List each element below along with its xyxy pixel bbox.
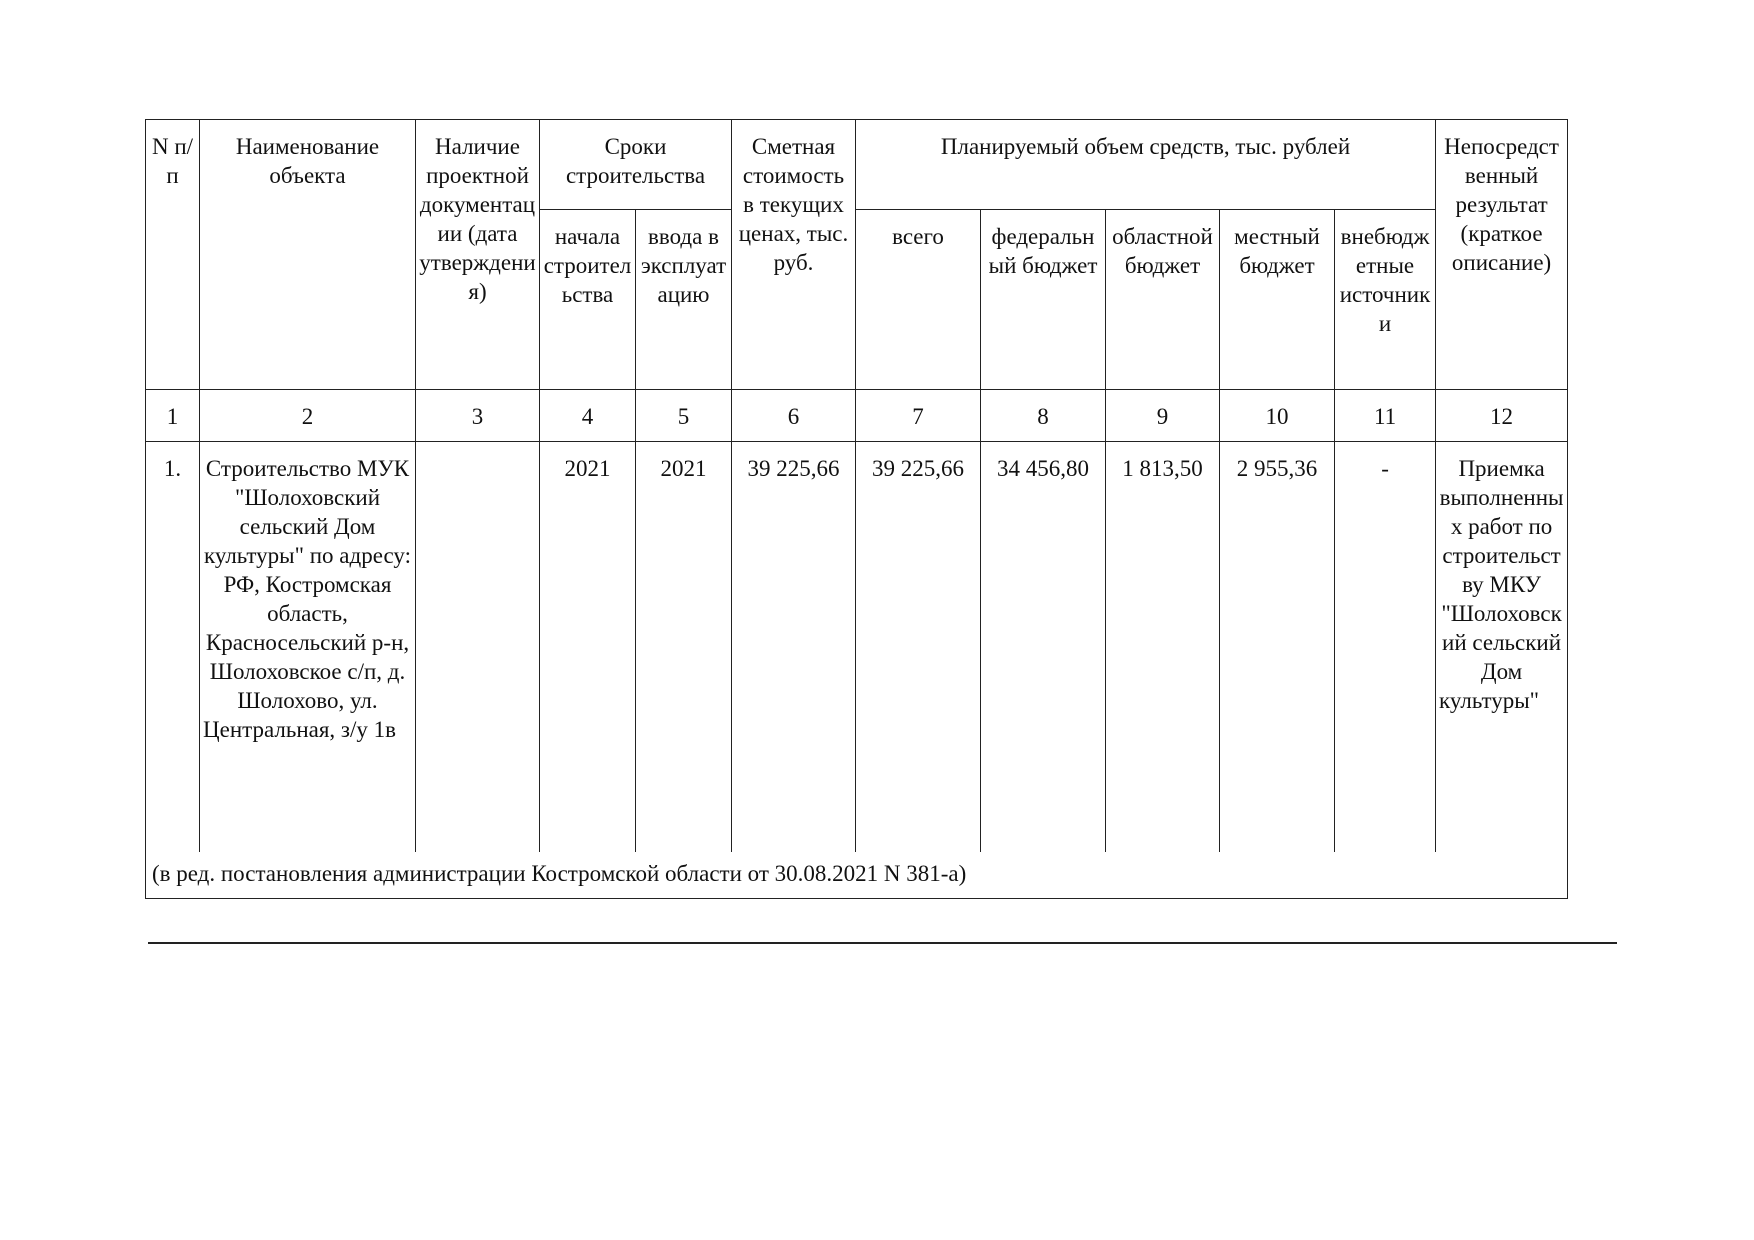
amendment-note: (в ред. постановления администрации Костромской области от 30.08.2021 N 381-а) — [146, 852, 1568, 899]
header-num: N п/п — [146, 120, 200, 390]
column-number: 12 — [1436, 390, 1568, 442]
header-commission: ввода в эксплуатацию — [636, 210, 732, 390]
header-regional: областной бюджет — [1106, 210, 1220, 390]
row-num: 1. — [146, 442, 200, 853]
header-local: местный бюджет — [1220, 210, 1335, 390]
row-total: 39 225,66 — [856, 442, 981, 853]
page-divider — [148, 942, 1617, 944]
row-extrabudget: - — [1335, 442, 1436, 853]
row-project-doc — [416, 442, 540, 853]
column-number: 2 — [200, 390, 416, 442]
header-planned-funds: Планируемый объем средств, тыс. рублей — [856, 120, 1436, 210]
column-number: 11 — [1335, 390, 1436, 442]
column-number: 1 — [146, 390, 200, 442]
header-terms: Сроки строительства — [540, 120, 732, 210]
header-result: Непосредственный результат (краткое описание) — [1436, 120, 1568, 390]
row-federal: 34 456,80 — [981, 442, 1106, 853]
header-row-1 — [146, 120, 1568, 210]
row-result: Приемка выполненных работ по строительству МКУ "Шолоховский сельский Дом культуры" — [1436, 442, 1568, 853]
row-local: 2 955,36 — [1220, 442, 1335, 853]
amendment-note-row — [146, 852, 1568, 899]
header-name: Наименование объекта — [200, 120, 416, 390]
header-start: начала строительства — [540, 210, 636, 390]
row-commission-year: 2021 — [636, 442, 732, 853]
header-estimate: Сметная стоимость в текущих ценах, тыс. руб. — [732, 120, 856, 390]
column-number: 3 — [416, 390, 540, 442]
header-total: всего — [856, 210, 981, 390]
column-number-row — [146, 390, 1568, 442]
table-row — [146, 442, 1568, 853]
row-start-year: 2021 — [540, 442, 636, 853]
column-number: 10 — [1220, 390, 1335, 442]
row-object-name: Строительство МУК "Шолоховский сельский Дом культуры" по адресу: РФ, Костромская область, Красносельский р-н, Шолоховское с/п, д. Шолохово, ул. Центральная, з/у 1в — [200, 442, 416, 853]
column-number: 9 — [1106, 390, 1220, 442]
column-number: 5 — [636, 390, 732, 442]
header-extrabudget: внебюджетные источники — [1335, 210, 1436, 390]
column-number: 7 — [856, 390, 981, 442]
row-estimate: 39 225,66 — [732, 442, 856, 853]
column-number: 6 — [732, 390, 856, 442]
investment-table — [145, 119, 1568, 899]
column-number: 8 — [981, 390, 1106, 442]
header-federal: федеральный бюджет — [981, 210, 1106, 390]
header-project-doc: Наличие проектной документации (дата утверждения) — [416, 120, 540, 390]
row-regional: 1 813,50 — [1106, 442, 1220, 853]
column-number: 4 — [540, 390, 636, 442]
